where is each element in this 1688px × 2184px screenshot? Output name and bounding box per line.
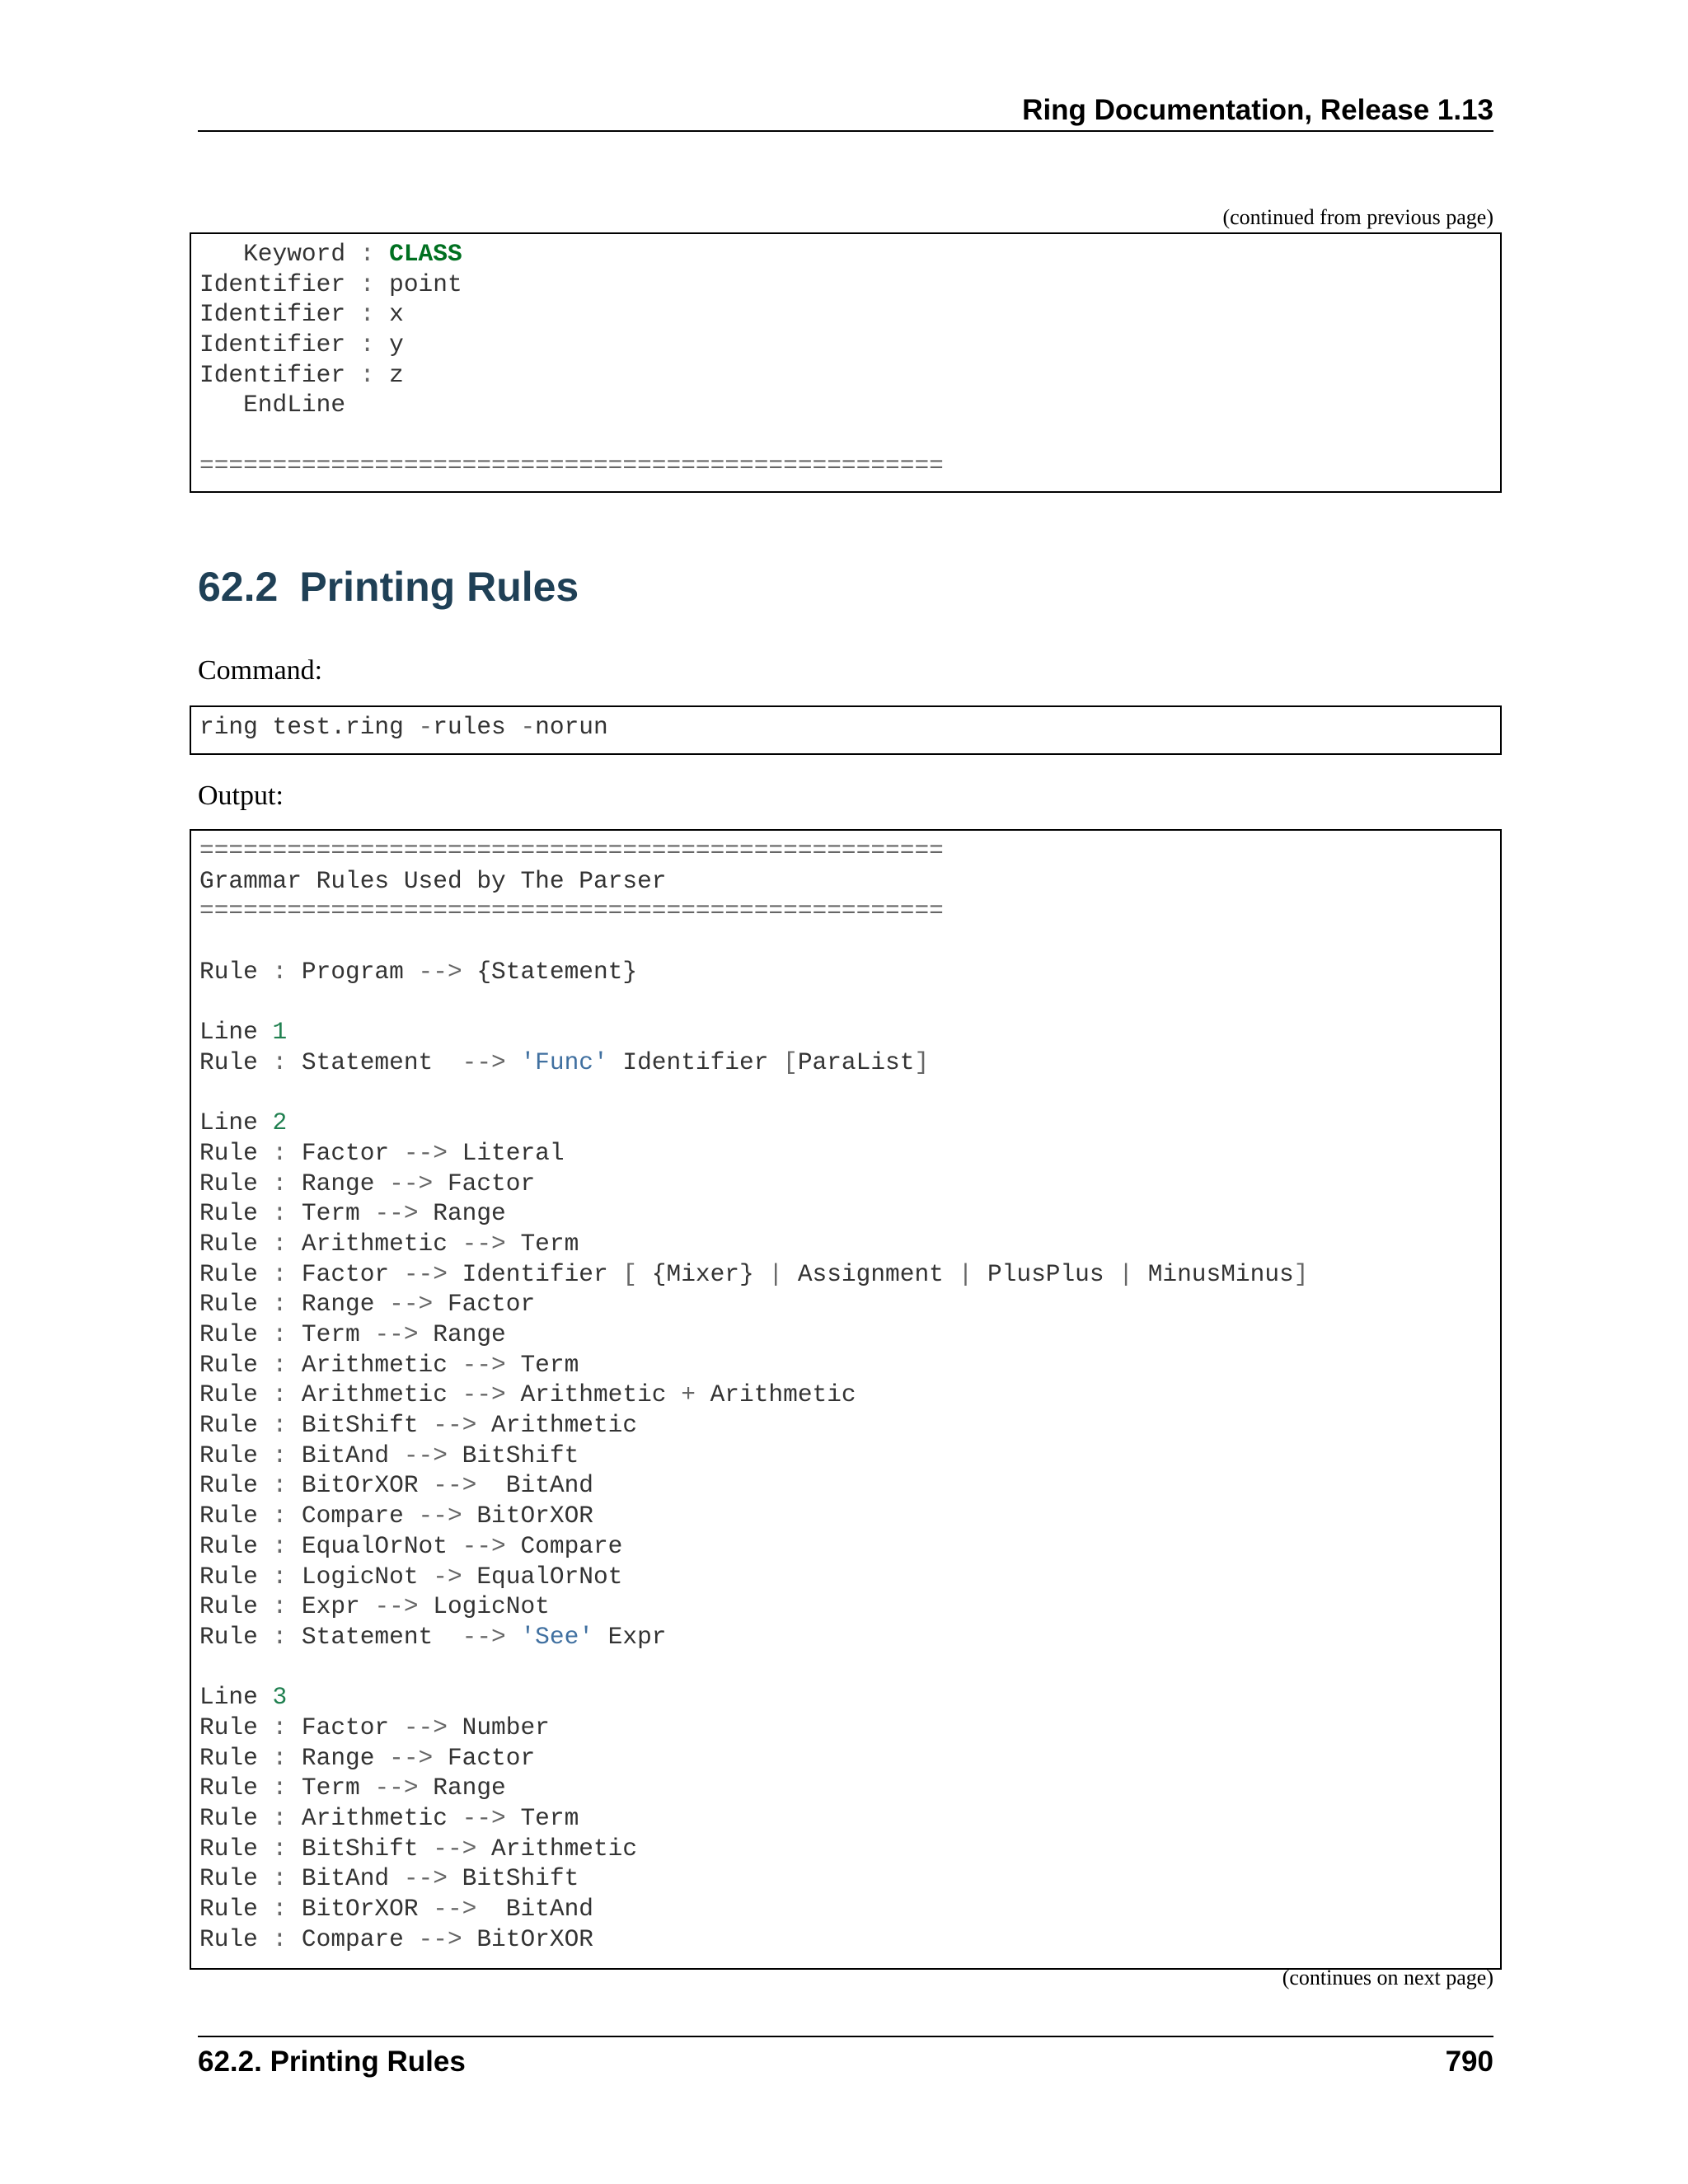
code-line (199, 1743, 1500, 1774)
code-token: Rule (199, 1290, 273, 1319)
code-token: --> (374, 1774, 419, 1802)
code-token: --> (418, 957, 462, 986)
code-line (199, 926, 1500, 957)
code-token: BitAnd (287, 1864, 404, 1893)
code-token: : (272, 1502, 288, 1530)
code-line (199, 1169, 1500, 1199)
code-line (199, 299, 1500, 330)
code-line (199, 1138, 1500, 1169)
code-token: ring test.ring (199, 713, 419, 741)
code-token: norun (535, 713, 608, 741)
code-token: BitShift (287, 1834, 434, 1863)
code-token: EqualOrNot (462, 1562, 623, 1591)
code-line (199, 987, 1500, 1017)
code-token: Rule (199, 1471, 273, 1500)
code-line (199, 1773, 1500, 1803)
code-token: --> (403, 1864, 448, 1893)
code-token (506, 1048, 521, 1076)
code-token: BitOrXOR (287, 1895, 434, 1924)
code-token: z (374, 360, 404, 389)
code-token: --> (462, 1229, 506, 1258)
code-token: --> (433, 1471, 477, 1500)
code-token: Line (199, 1108, 273, 1137)
code-token: Range (287, 1743, 390, 1772)
code-line (199, 1229, 1500, 1259)
code-token: --> (418, 1502, 462, 1530)
code-token: --> (389, 1169, 434, 1197)
code-token: : (272, 957, 288, 986)
code-token: Arithmetic (287, 1350, 462, 1379)
code-token: : (272, 1562, 288, 1591)
code-token: | (768, 1259, 784, 1288)
code-token: Identifier (199, 269, 360, 298)
code-token: : (359, 360, 375, 389)
code-line (199, 1319, 1500, 1350)
code-token: x (374, 300, 404, 329)
code-token: : (272, 1864, 288, 1893)
code-line (199, 239, 1500, 269)
code-token: Line (199, 1683, 273, 1712)
code-line (199, 330, 1500, 360)
code-token: --> (433, 1895, 477, 1924)
code-token: BitOrXOR (287, 1471, 434, 1500)
code-token: Factor (287, 1713, 404, 1741)
code-token: y (374, 330, 404, 359)
code-token (506, 1623, 521, 1651)
code-token: ParaList (797, 1047, 915, 1076)
code-token: Factor (287, 1138, 404, 1167)
code-token: Range (287, 1169, 390, 1197)
code-line (199, 1289, 1500, 1319)
code-token: Rule (199, 1229, 273, 1258)
code-token: : (272, 1471, 288, 1500)
code-line (199, 866, 1500, 897)
code-token: : (359, 330, 375, 359)
section-title: Printing Rules (299, 564, 579, 610)
code-line (199, 451, 1500, 481)
code-token: BitShift (447, 1441, 579, 1469)
code-token: : (272, 1441, 288, 1469)
code-token: ] (914, 1047, 930, 1076)
code-line (199, 1682, 1500, 1713)
code-line (199, 1198, 1500, 1229)
code-token: EqualOrNot (287, 1531, 462, 1560)
code-token: - (520, 713, 536, 741)
code-token: --> (403, 1441, 448, 1469)
code-token: point (374, 269, 462, 298)
section-heading (198, 560, 579, 613)
code-token: Literal (447, 1138, 565, 1167)
code-line (199, 1501, 1500, 1531)
code-token: Range (287, 1290, 390, 1319)
code-line (199, 1622, 1500, 1652)
code-token: Rule (199, 1320, 273, 1348)
code-token: 1 (272, 1018, 288, 1047)
code-token: Arithmetic (287, 1229, 462, 1258)
code-token: --> (389, 1290, 434, 1319)
code-token: Rule (199, 1169, 273, 1197)
code-token: Rule (199, 957, 273, 986)
code-line (199, 1017, 1500, 1047)
code-token: --> (403, 1259, 448, 1288)
code-line (199, 1259, 1500, 1290)
code-line (199, 1470, 1500, 1501)
code-token: : (272, 1411, 288, 1440)
code-token: Term (505, 1350, 579, 1379)
code-line (199, 1863, 1500, 1894)
code-token: : (272, 1320, 288, 1348)
code-line (199, 1531, 1500, 1562)
code-token: : (272, 1531, 288, 1560)
code-token: Rule (199, 1199, 273, 1228)
code-token: : (272, 1259, 288, 1288)
code-token: Rule (199, 1743, 273, 1772)
code-token: --> (403, 1713, 448, 1741)
code-line (199, 1108, 1500, 1138)
code-token: --> (462, 1047, 506, 1076)
code-token: 3 (272, 1683, 288, 1712)
code-line (199, 1894, 1500, 1924)
code-line (199, 269, 1500, 300)
code-token: : (359, 300, 375, 329)
code-token: Grammar Rules Used by The Parser (199, 866, 667, 895)
code-token: Identifier (199, 300, 360, 329)
code-token: : (272, 1592, 288, 1621)
code-token: Program (287, 957, 419, 986)
code-token: Rule (199, 1864, 273, 1893)
code-token: : (359, 269, 375, 298)
code-token: --> (462, 1350, 506, 1379)
footer-divider (198, 2036, 1493, 2037)
code-line (199, 1713, 1500, 1743)
code-block-command (190, 705, 1502, 755)
code-token (374, 240, 389, 268)
code-token: Number (447, 1713, 550, 1741)
code-token: Rule (199, 1350, 273, 1379)
code-token: Expr (287, 1592, 375, 1621)
code-line (199, 420, 1500, 451)
code-token: Range (418, 1774, 506, 1802)
code-token: {Mixer} (637, 1259, 769, 1288)
code-token: 2 (272, 1108, 288, 1137)
code-line (199, 1924, 1500, 1955)
code-token: : (272, 1924, 288, 1953)
code-token: Assignment (783, 1259, 959, 1288)
code-token: Rule (199, 1774, 273, 1802)
code-token: Range (418, 1320, 506, 1348)
code-token: Identifier (199, 330, 360, 359)
code-token: : (272, 1834, 288, 1863)
code-token: Term (287, 1774, 375, 1802)
code-line (199, 1803, 1500, 1834)
code-token: Expr (593, 1622, 667, 1651)
code-token: LogicNot (418, 1592, 550, 1621)
code-token: Arithmetic (476, 1834, 638, 1863)
code-listing (191, 831, 1500, 1954)
code-token: Term (287, 1199, 375, 1228)
code-line (199, 1380, 1500, 1410)
code-token: -> (433, 1562, 462, 1591)
code-token: BitShift (447, 1864, 579, 1893)
code-token: : (272, 1169, 288, 1197)
code-token: BitAnd (476, 1895, 593, 1924)
code-token: Compare (505, 1531, 623, 1560)
document-title: Ring Documentation, Release 1.13 (1022, 94, 1493, 126)
continued-from-note: (continued from previous page) (1222, 205, 1493, 229)
code-token: Arithmetic (287, 1804, 462, 1832)
code-token: : (272, 1350, 288, 1379)
code-token: Factor (287, 1259, 404, 1288)
header-divider (198, 130, 1493, 132)
code-token: BitOrXOR (462, 1924, 593, 1953)
code-token: Rule (199, 1592, 273, 1621)
code-token: --> (403, 1138, 448, 1167)
code-token: Identifier (607, 1047, 784, 1076)
code-token: {Statement} (462, 957, 638, 986)
code-token: Identifier (199, 360, 360, 389)
code-token: Rule (199, 1380, 273, 1409)
code-token: : (272, 1774, 288, 1802)
code-token: BitAnd (476, 1471, 593, 1500)
code-token: : (272, 1199, 288, 1228)
code-token: Compare (287, 1924, 419, 1953)
code-line (199, 836, 1500, 866)
code-token: Line (199, 1018, 273, 1047)
code-token: : (272, 1713, 288, 1741)
code-token: --> (374, 1592, 419, 1621)
code-token: Term (505, 1229, 579, 1258)
code-token: LogicNot (287, 1562, 434, 1591)
code-token: --> (433, 1834, 477, 1863)
code-token: --> (374, 1320, 419, 1348)
code-token: Range (418, 1199, 506, 1228)
output-label: Output: (198, 780, 284, 811)
code-token: : (272, 1743, 288, 1772)
code-token: --> (374, 1199, 419, 1228)
code-token: : (272, 1895, 288, 1924)
code-token: Rule (199, 1924, 273, 1953)
code-token: - (418, 713, 434, 741)
code-token: BitOrXOR (462, 1502, 593, 1530)
continues-on-note: (continues on next page) (1282, 1966, 1493, 1990)
code-token: Compare (287, 1502, 419, 1530)
code-token: Factor (433, 1169, 536, 1197)
code-token: Rule (199, 1531, 273, 1560)
code-line (199, 1350, 1500, 1380)
code-token: Rule (199, 1713, 273, 1741)
code-token: Term (505, 1804, 579, 1832)
code-line (199, 1410, 1500, 1441)
code-token: BitAnd (287, 1441, 404, 1469)
code-token: MinusMinus (1133, 1259, 1294, 1288)
code-token: ] (1293, 1259, 1309, 1288)
code-token: --> (462, 1531, 506, 1560)
code-token: =================================================== (199, 451, 944, 480)
code-token: CLASS (389, 240, 462, 268)
code-line (199, 1834, 1500, 1864)
code-token: : (272, 1804, 288, 1832)
code-token: Statement (287, 1622, 462, 1651)
code-token: Rule (199, 1895, 273, 1924)
code-token: Arithmetic (505, 1380, 682, 1409)
section-number: 62.2 (198, 564, 279, 610)
code-token: Identifier (447, 1259, 623, 1288)
code-token: --> (389, 1743, 434, 1772)
footer-section-title: 62.2. Printing Rules (198, 2046, 466, 2078)
code-token: : (272, 1622, 288, 1651)
code-token: 'Func' (520, 1047, 608, 1076)
code-token: : (272, 1229, 288, 1258)
code-line (199, 360, 1500, 391)
page-number: 790 (1445, 2046, 1493, 2078)
code-token: Rule (199, 1562, 273, 1591)
code-listing (191, 707, 1500, 743)
code-token: PlusPlus (973, 1259, 1119, 1288)
code-token: Arithmetic (287, 1380, 462, 1409)
code-token: rules (433, 713, 521, 741)
code-token: Rule (199, 1441, 273, 1469)
code-token: Rule (199, 1834, 273, 1863)
code-line (199, 1562, 1500, 1592)
code-line (199, 1441, 1500, 1471)
code-token: Rule (199, 1138, 273, 1167)
code-token: Rule (199, 1804, 273, 1832)
code-token: --> (462, 1622, 506, 1651)
code-token: Keyword (199, 240, 360, 268)
code-token: Rule (199, 1622, 273, 1651)
code-token: | (1118, 1259, 1133, 1288)
code-listing (191, 234, 1500, 481)
code-block-output (190, 829, 1502, 1970)
code-token: --> (433, 1411, 477, 1440)
code-token: : (272, 1380, 288, 1409)
code-token: =================================================== (199, 897, 944, 926)
code-token: =================================================== (199, 837, 944, 865)
code-token: Rule (199, 1047, 273, 1076)
code-token: : (272, 1138, 288, 1167)
code-line (199, 712, 1500, 743)
code-line (199, 1078, 1500, 1108)
code-token: 'See' (520, 1622, 593, 1651)
code-block-tokens (190, 232, 1502, 493)
code-line (199, 1591, 1500, 1622)
code-token: [ (783, 1047, 798, 1076)
code-token: + (681, 1380, 696, 1409)
code-token: | (958, 1259, 973, 1288)
code-line (199, 1652, 1500, 1683)
code-token: EndLine (199, 391, 346, 419)
code-token: Rule (199, 1259, 273, 1288)
code-token: : (272, 1290, 288, 1319)
code-token: : (359, 240, 375, 268)
code-token: : (272, 1047, 288, 1076)
code-token: --> (418, 1924, 462, 1953)
code-token: Statement (287, 1047, 462, 1076)
code-token: Arithmetic (695, 1380, 856, 1409)
code-token: BitShift (287, 1411, 434, 1440)
code-token: Term (287, 1320, 375, 1348)
code-token: Rule (199, 1411, 273, 1440)
code-token: Factor (433, 1290, 536, 1319)
code-token: Factor (433, 1743, 536, 1772)
code-token: Arithmetic (476, 1411, 638, 1440)
code-line (199, 896, 1500, 926)
command-label: Command: (198, 655, 323, 686)
code-token: --> (462, 1380, 506, 1409)
code-token: [ (622, 1259, 638, 1288)
code-line (199, 390, 1500, 420)
code-token: Rule (199, 1502, 273, 1530)
code-line (199, 957, 1500, 987)
code-line (199, 1047, 1500, 1078)
code-token: --> (462, 1804, 506, 1832)
